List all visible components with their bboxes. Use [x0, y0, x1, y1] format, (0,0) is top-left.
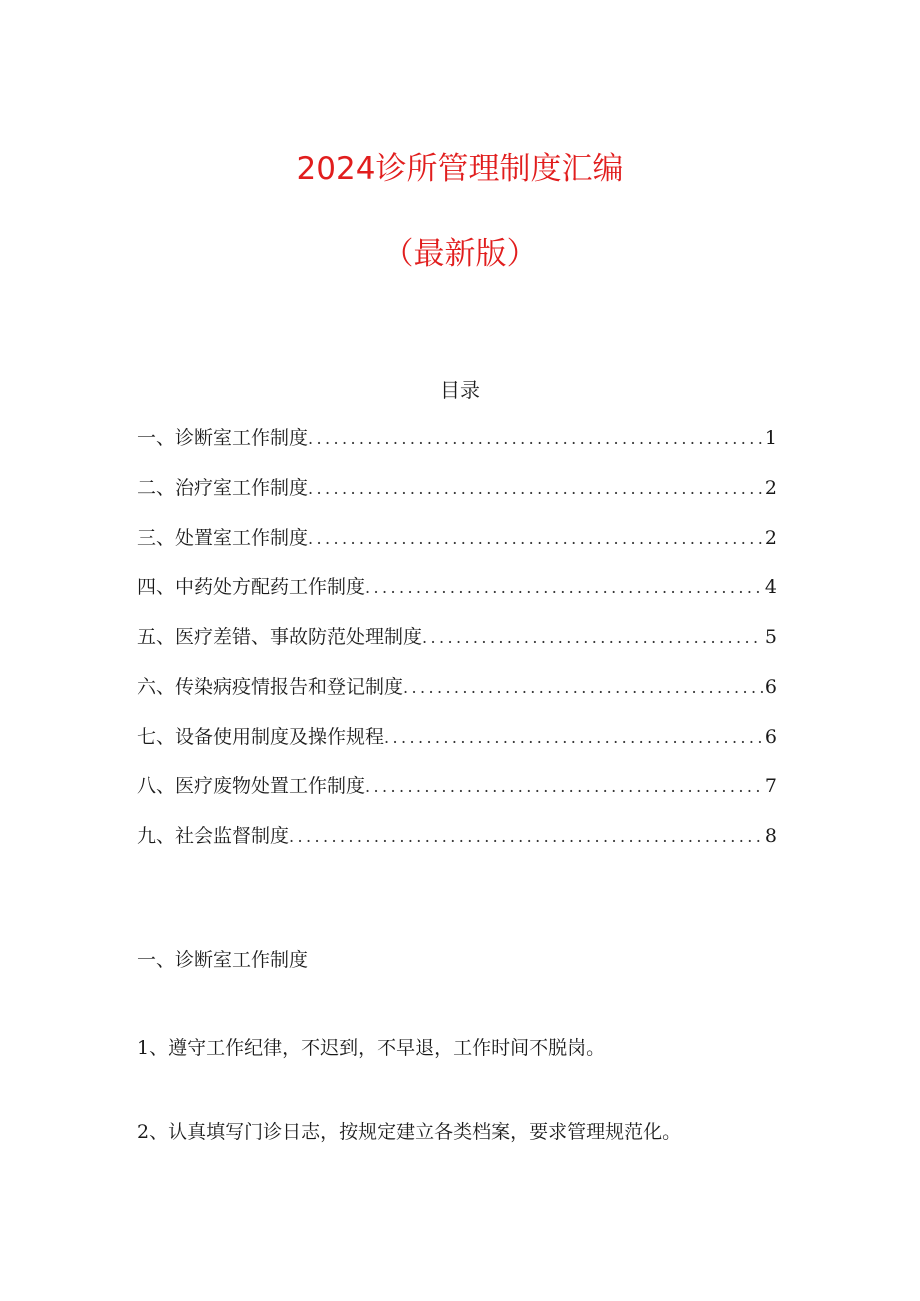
- section-heading: 一、诊断室工作制度: [137, 949, 309, 971]
- toc-leader-dots: [289, 827, 763, 846]
- toc-heading: 目录: [440, 378, 480, 402]
- toc-item-label: 二、治疗室工作制度: [137, 476, 309, 499]
- toc-item[interactable]: [137, 722, 777, 772]
- toc-item-label: 三、处置室工作制度: [137, 526, 309, 549]
- toc-item-label: 五、医疗差错、事故防范处理制度: [137, 626, 423, 648]
- toc-leader-dots: [365, 578, 763, 597]
- toc-leader-dots: [365, 777, 763, 796]
- toc-item[interactable]: [137, 821, 777, 871]
- toc-item-page: 6: [764, 675, 777, 698]
- toc-item-label: 八、医疗废物处置工作制度: [137, 775, 366, 798]
- toc-item-page: 2: [764, 476, 777, 499]
- paragraph: 1、遵守工作纪律，不迟到，不早退，工作时间不脱岗。: [137, 1037, 606, 1059]
- toc-leader-dots: [308, 529, 763, 548]
- toc-item-page: 8: [764, 825, 777, 847]
- toc-item-label: 七、设备使用制度及操作规程: [137, 725, 385, 748]
- toc-leader-dots: [422, 628, 763, 647]
- toc-item-page: 7: [764, 775, 777, 798]
- toc-item-label: 六、传染病疫情报告和登记制度: [137, 675, 404, 698]
- toc-item[interactable]: [137, 523, 777, 573]
- toc-item-page: 5: [764, 626, 777, 648]
- toc-item[interactable]: [137, 672, 777, 722]
- toc-item[interactable]: [137, 572, 777, 622]
- paragraph: 2、认真填写门诊日志，按规定建立各类档案，要求管理规范化。: [137, 1121, 682, 1143]
- toc-leader-dots: [308, 479, 763, 498]
- document-title: 2024诊所管理制度汇编: [296, 151, 624, 187]
- toc-item[interactable]: [137, 771, 777, 821]
- table-of-contents: [137, 423, 777, 871]
- toc-item-page: 1: [764, 427, 777, 449]
- toc-item-label: 一、诊断室工作制度: [137, 427, 309, 449]
- toc-item-page: 4: [764, 576, 777, 599]
- toc-item[interactable]: [137, 423, 777, 473]
- toc-leader-dots: [384, 728, 763, 747]
- toc-item[interactable]: [137, 622, 777, 672]
- toc-leader-dots: [403, 678, 763, 697]
- toc-item-page: 6: [764, 725, 777, 748]
- toc-item[interactable]: [137, 473, 777, 523]
- toc-item-label: 九、社会监督制度: [137, 825, 290, 847]
- toc-item-page: 2: [764, 526, 777, 549]
- document-subtitle: （最新版）: [382, 236, 538, 272]
- toc-item-label: 四、中药处方配药工作制度: [137, 576, 366, 599]
- toc-leader-dots: [308, 429, 763, 448]
